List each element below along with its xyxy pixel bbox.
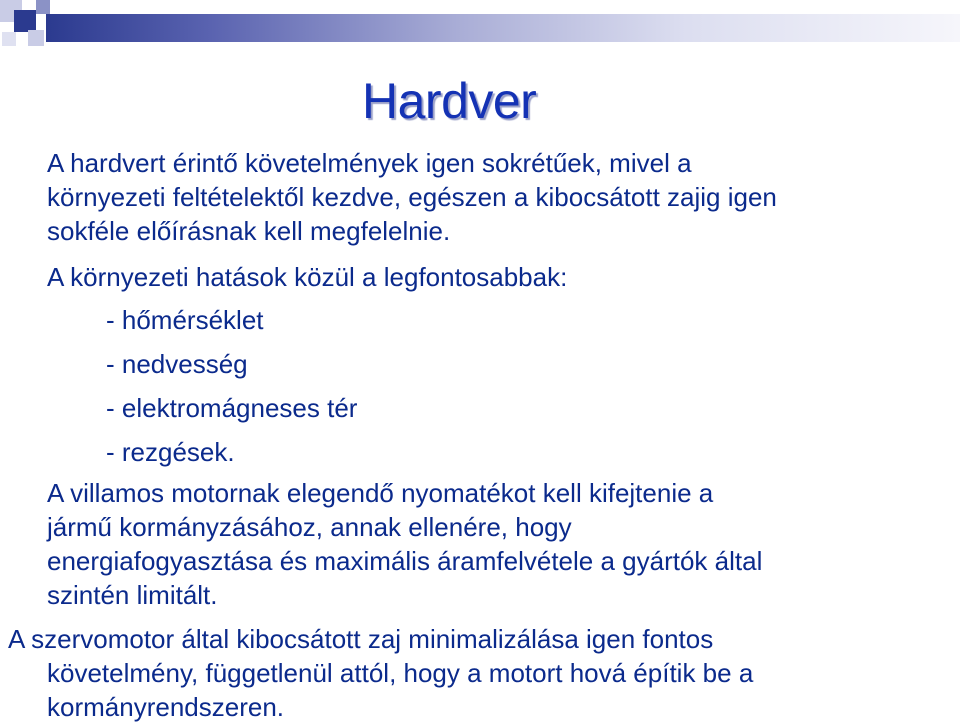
motor-line: szintén limitált. (47, 580, 218, 610)
decor-square-dark (14, 10, 36, 32)
intro-line: környezeti feltételektől kezdve, egészen a kibocsátott zajig igen (47, 182, 777, 212)
env-list-item: - rezgések. (106, 437, 235, 467)
decorative-header-band (0, 0, 960, 60)
env-list (106, 298, 357, 474)
servo-line: követelmény, függetlenül attól, hogy a motort hová építik be a (47, 658, 754, 688)
motor-line: A villamos motornak elegendő nyomatékot kell kifejtenie a (47, 478, 714, 508)
intro-paragraph (47, 146, 777, 248)
servo-line: kormányrendszeren. (47, 692, 284, 722)
motor-line: jármű kormányzásához, annak ellenére, hogy (47, 512, 572, 542)
motor-paragraph (47, 476, 762, 612)
intro-line: sokféle előírásnak kell megfelelnie. (47, 216, 451, 246)
servo-paragraph (8, 622, 753, 724)
env-list-item: - nedvesség (106, 349, 248, 379)
decor-square-light (2, 32, 16, 46)
env-list-item: - hőmérséklet (106, 305, 264, 335)
decor-gradient-bar (46, 14, 960, 42)
slide-title: Hardver (362, 73, 537, 129)
servo-line: A szervomotor által kibocsátott zaj minimalizálása igen fontos (8, 624, 714, 654)
env-heading: A környezeti hatások közül a legfontosabbak: (47, 262, 568, 292)
intro-line: A hardvert érintő követelmények igen sokrétűek, mivel a (47, 148, 692, 178)
env-list-item: - elektromágneses tér (106, 393, 358, 423)
motor-line: energiafogyasztása és maximális áramfelvétele a gyártók által (47, 546, 763, 576)
decor-square-mid (36, 0, 50, 14)
decor-square-light (28, 30, 44, 46)
